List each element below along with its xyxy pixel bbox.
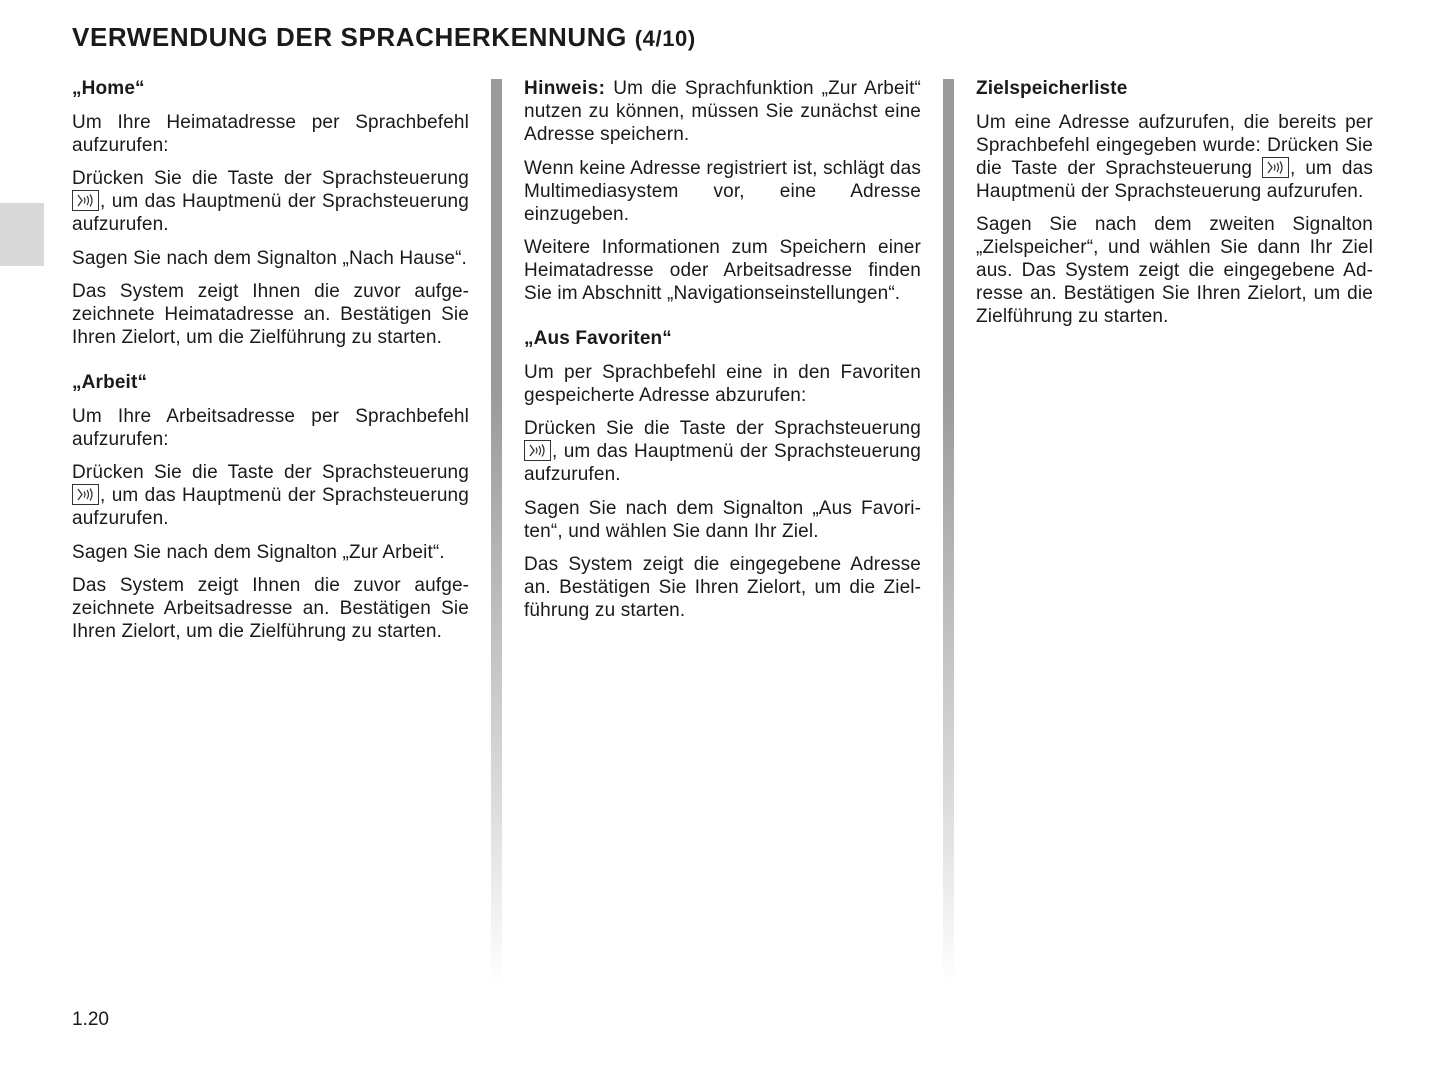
work-intro: Um Ihre Arbeitsadresse per Sprachbefehl aufzurufen:	[72, 405, 469, 450]
home-instruction	[72, 167, 469, 236]
voice-command-button-icon	[72, 484, 99, 505]
column-left	[72, 77, 469, 654]
section-heading-home: „Home“	[72, 78, 145, 99]
work-instruction-after: , um das Hauptmenü der Sprachsteuerung aufzurufen.	[72, 485, 469, 529]
destination-instruction-after: , um das Hauptmenü der Sprachsteuerung aufzurufen.	[976, 157, 1373, 202]
home-result: Das System zeigt Ihnen die zuvor aufgezeichnete Heimatadresse an. Bestätigen Sie Ihren Zielort, um die Zielführung zu starten.	[72, 281, 469, 348]
work-instruction-before: Drücken Sie die Taste der Sprachsteuerung	[72, 462, 469, 483]
home-instruction-after: , um das Hauptmenü der Sprachsteuerung aufzurufen.	[72, 191, 469, 235]
no-address-paragraph: Wenn keine Adresse registriert ist, schlägt das Multimediasystem vor, eine Adresse einzugeben.	[524, 157, 921, 225]
destination-instruction-before: Drücken Sie die Taste der Sprachsteuerung	[976, 134, 1373, 179]
more-info-paragraph: Weitere Informationen zum Speichern einer Heimatadresse oder Arbeitsadresse finden Sie im Abschnitt „Navigationseinstellungen“.	[524, 237, 921, 304]
page-counter: (4/10)	[634, 26, 696, 51]
favorites-intro: Um per Sprachbefehl eine in den Favoriten gespeicherte Adresse abzurufen:	[524, 361, 921, 406]
favorites-instruction	[524, 417, 921, 486]
home-instruction-before: Drücken Sie die Taste der Sprachsteuerung	[72, 168, 469, 189]
favorites-say: Sagen Sie nach dem Signalton „Aus Favoriten“, und wählen Sie dann Ihr Ziel.	[524, 497, 921, 542]
favorites-instruction-after: , um das Hauptmenü der Sprachsteuerung aufzurufen.	[524, 441, 921, 485]
column-divider-right	[943, 79, 954, 984]
destination-say: Sagen Sie nach dem zweiten Signalton „Zielspeicher“, und wählen Sie dann Ihr Ziel aus. Das System zeigt die eingegebene Adresse an. Bestätigen Sie Ihren Zielort, um die Zielführung zu starten.	[976, 214, 1373, 327]
work-result: Das System zeigt Ihnen die zuvor aufgezeichnete Arbeitsadresse an. Bestätigen Sie Ihren Zielort, um die Zielführung zu starten.	[72, 575, 469, 642]
work-say: Sagen Sie nach dem Signalton „Zur Arbeit“.	[72, 541, 445, 563]
voice-command-button-icon	[524, 440, 551, 461]
page-title	[72, 22, 696, 53]
column-middle	[524, 77, 921, 633]
voice-command-button-icon	[72, 190, 99, 211]
note-text: Um die Sprachfunktion „Zur Arbeit“ nutzen zu können, müssen Sie zunächst eine Adresse speichern.	[524, 78, 922, 145]
home-say: Sagen Sie nach dem Signalton „Nach Hause“.	[72, 247, 467, 269]
destination-instruction	[976, 111, 1373, 203]
favorites-instruction-before: Drücken Sie die Taste der Sprachsteuerung	[524, 418, 921, 439]
destination-intro: Um eine Adresse aufzurufen, die bereits per Sprachbefehl eingegeben wurde:	[976, 111, 1373, 156]
section-heading-destination-memory: Zielspeicherliste	[976, 78, 1128, 99]
work-instruction	[72, 461, 469, 530]
note-label: Hinweis:	[524, 78, 606, 99]
section-heading-work: „Arbeit“	[72, 372, 148, 393]
note-paragraph	[524, 77, 921, 146]
favorites-result: Das System zeigt die eingegebene Adresse an. Bestätigen Sie Ihren Zielort, um die Zielführung zu starten.	[524, 554, 921, 621]
page-title-text: VERWENDUNG DER SPRACHERKENNUNG	[72, 22, 627, 52]
chapter-tab	[0, 203, 44, 266]
voice-command-button-icon	[1262, 157, 1289, 178]
column-right	[976, 77, 1373, 339]
page-number: 1.20	[72, 1009, 109, 1030]
column-divider-left	[491, 79, 502, 984]
home-intro: Um Ihre Heimatadresse per Sprachbefehl aufzurufen:	[72, 111, 469, 156]
section-heading-favorites: „Aus Favoriten“	[524, 328, 672, 349]
